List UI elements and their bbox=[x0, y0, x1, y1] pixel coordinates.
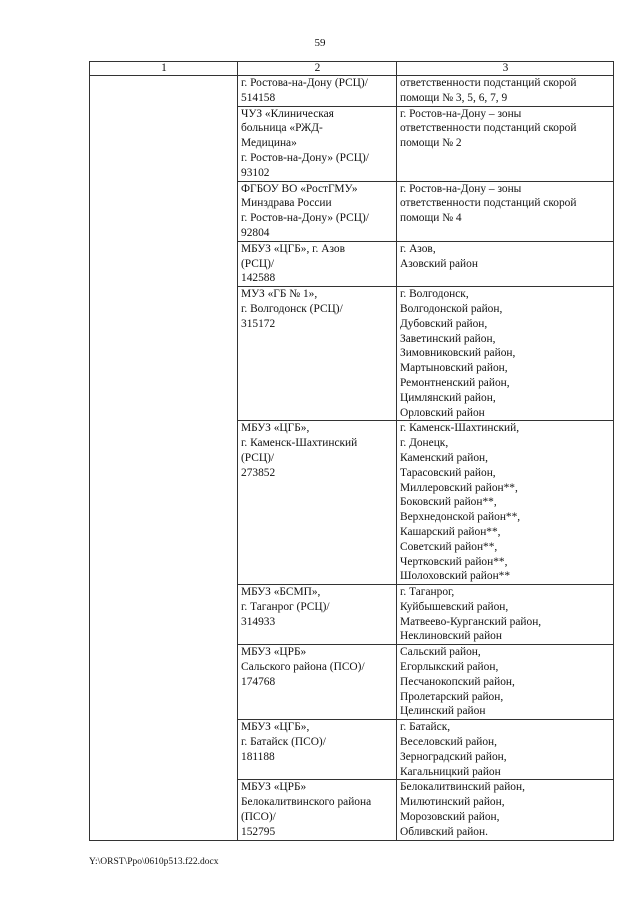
table-header-row bbox=[90, 62, 614, 76]
service-area-cell: г. Волгодонск, Волгодонской район, Дубовский район, Заветинский район, Зимовниковский район, Мартыновский район, Ремонтненский район, Цимлянский район, Орловский район bbox=[397, 287, 614, 421]
service-area-cell: г. Батайск, Веселовский район, Зерноградский район, Кагальницкий район bbox=[397, 720, 614, 780]
service-area-cell: г. Азов, Азовский район bbox=[397, 241, 614, 286]
institution-cell: г. Ростова-на-Дону (РСЦ)/ 514158 bbox=[238, 76, 397, 107]
institution-cell: МБУЗ «ЦРБ» Сальского района (ПСО)/ 174768 bbox=[238, 645, 397, 720]
column-header-2: 2 bbox=[238, 62, 397, 76]
service-area-cell: ответственности подстанций скорой помощи № 3, 5, 6, 7, 9 bbox=[397, 76, 614, 107]
service-area-cell: г. Ростов-на-Дону – зоны ответственности подстанций скорой помощи № 4 bbox=[397, 181, 614, 241]
regions-table bbox=[89, 61, 614, 841]
column-1-cell bbox=[90, 76, 238, 841]
institution-cell: МБУЗ «ЦГБ», г. Азов (РСЦ)/ 142588 bbox=[238, 241, 397, 286]
institution-cell: ФГБОУ ВО «РостГМУ» Минздрава России г. Ростов-на-Дону» (РСЦ)/ 92804 bbox=[238, 181, 397, 241]
service-area-cell: г. Ростов-на-Дону – зоны ответственности подстанций скорой помощи № 2 bbox=[397, 106, 614, 181]
column-header-1: 1 bbox=[90, 62, 238, 76]
institution-cell: МБУЗ «ЦРБ» Белокалитвинского района (ПСО)/ 152795 bbox=[238, 780, 397, 840]
page-number: 59 bbox=[314, 37, 326, 49]
service-area-cell: г. Таганрог, Куйбышевский район, Матвеево-Курганский район, Неклиновский район bbox=[397, 585, 614, 645]
institution-cell: МБУЗ «БСМП», г. Таганрог (РСЦ)/ 314933 bbox=[238, 585, 397, 645]
service-area-cell: Белокалитвинский район, Милютинский район, Морозовский район, Обливский район. bbox=[397, 780, 614, 840]
institution-cell: МУЗ «ГБ № 1», г. Волгодонск (РСЦ)/ 315172 bbox=[238, 287, 397, 421]
service-area-cell: Сальский район, Егорлыкский район, Песчанокопский район, Пролетарский район, Целинский район bbox=[397, 645, 614, 720]
institution-cell: ЧУЗ «Клиническая больница «РЖД- Медицина» г. Ростов-на-Дону» (РСЦ)/ 93102 bbox=[238, 106, 397, 181]
service-area-cell: г. Каменск-Шахтинский, г. Донецк, Каменский район, Тарасовский район, Миллеровский район**, Боковский район**, Верхнедонской район**, Кашарский район**, Советский район**, Чертковский район**, Шолоховский район** bbox=[397, 421, 614, 585]
column-header-3: 3 bbox=[397, 62, 614, 76]
document-file-path: Y:\ORST\Ppo\0610p513.f22.docx bbox=[89, 857, 219, 867]
table-row bbox=[90, 76, 614, 107]
institution-cell: МБУЗ «ЦГБ», г. Батайск (ПСО)/ 181188 bbox=[238, 720, 397, 780]
institution-cell: МБУЗ «ЦГБ», г. Каменск-Шахтинский (РСЦ)/ 273852 bbox=[238, 421, 397, 585]
